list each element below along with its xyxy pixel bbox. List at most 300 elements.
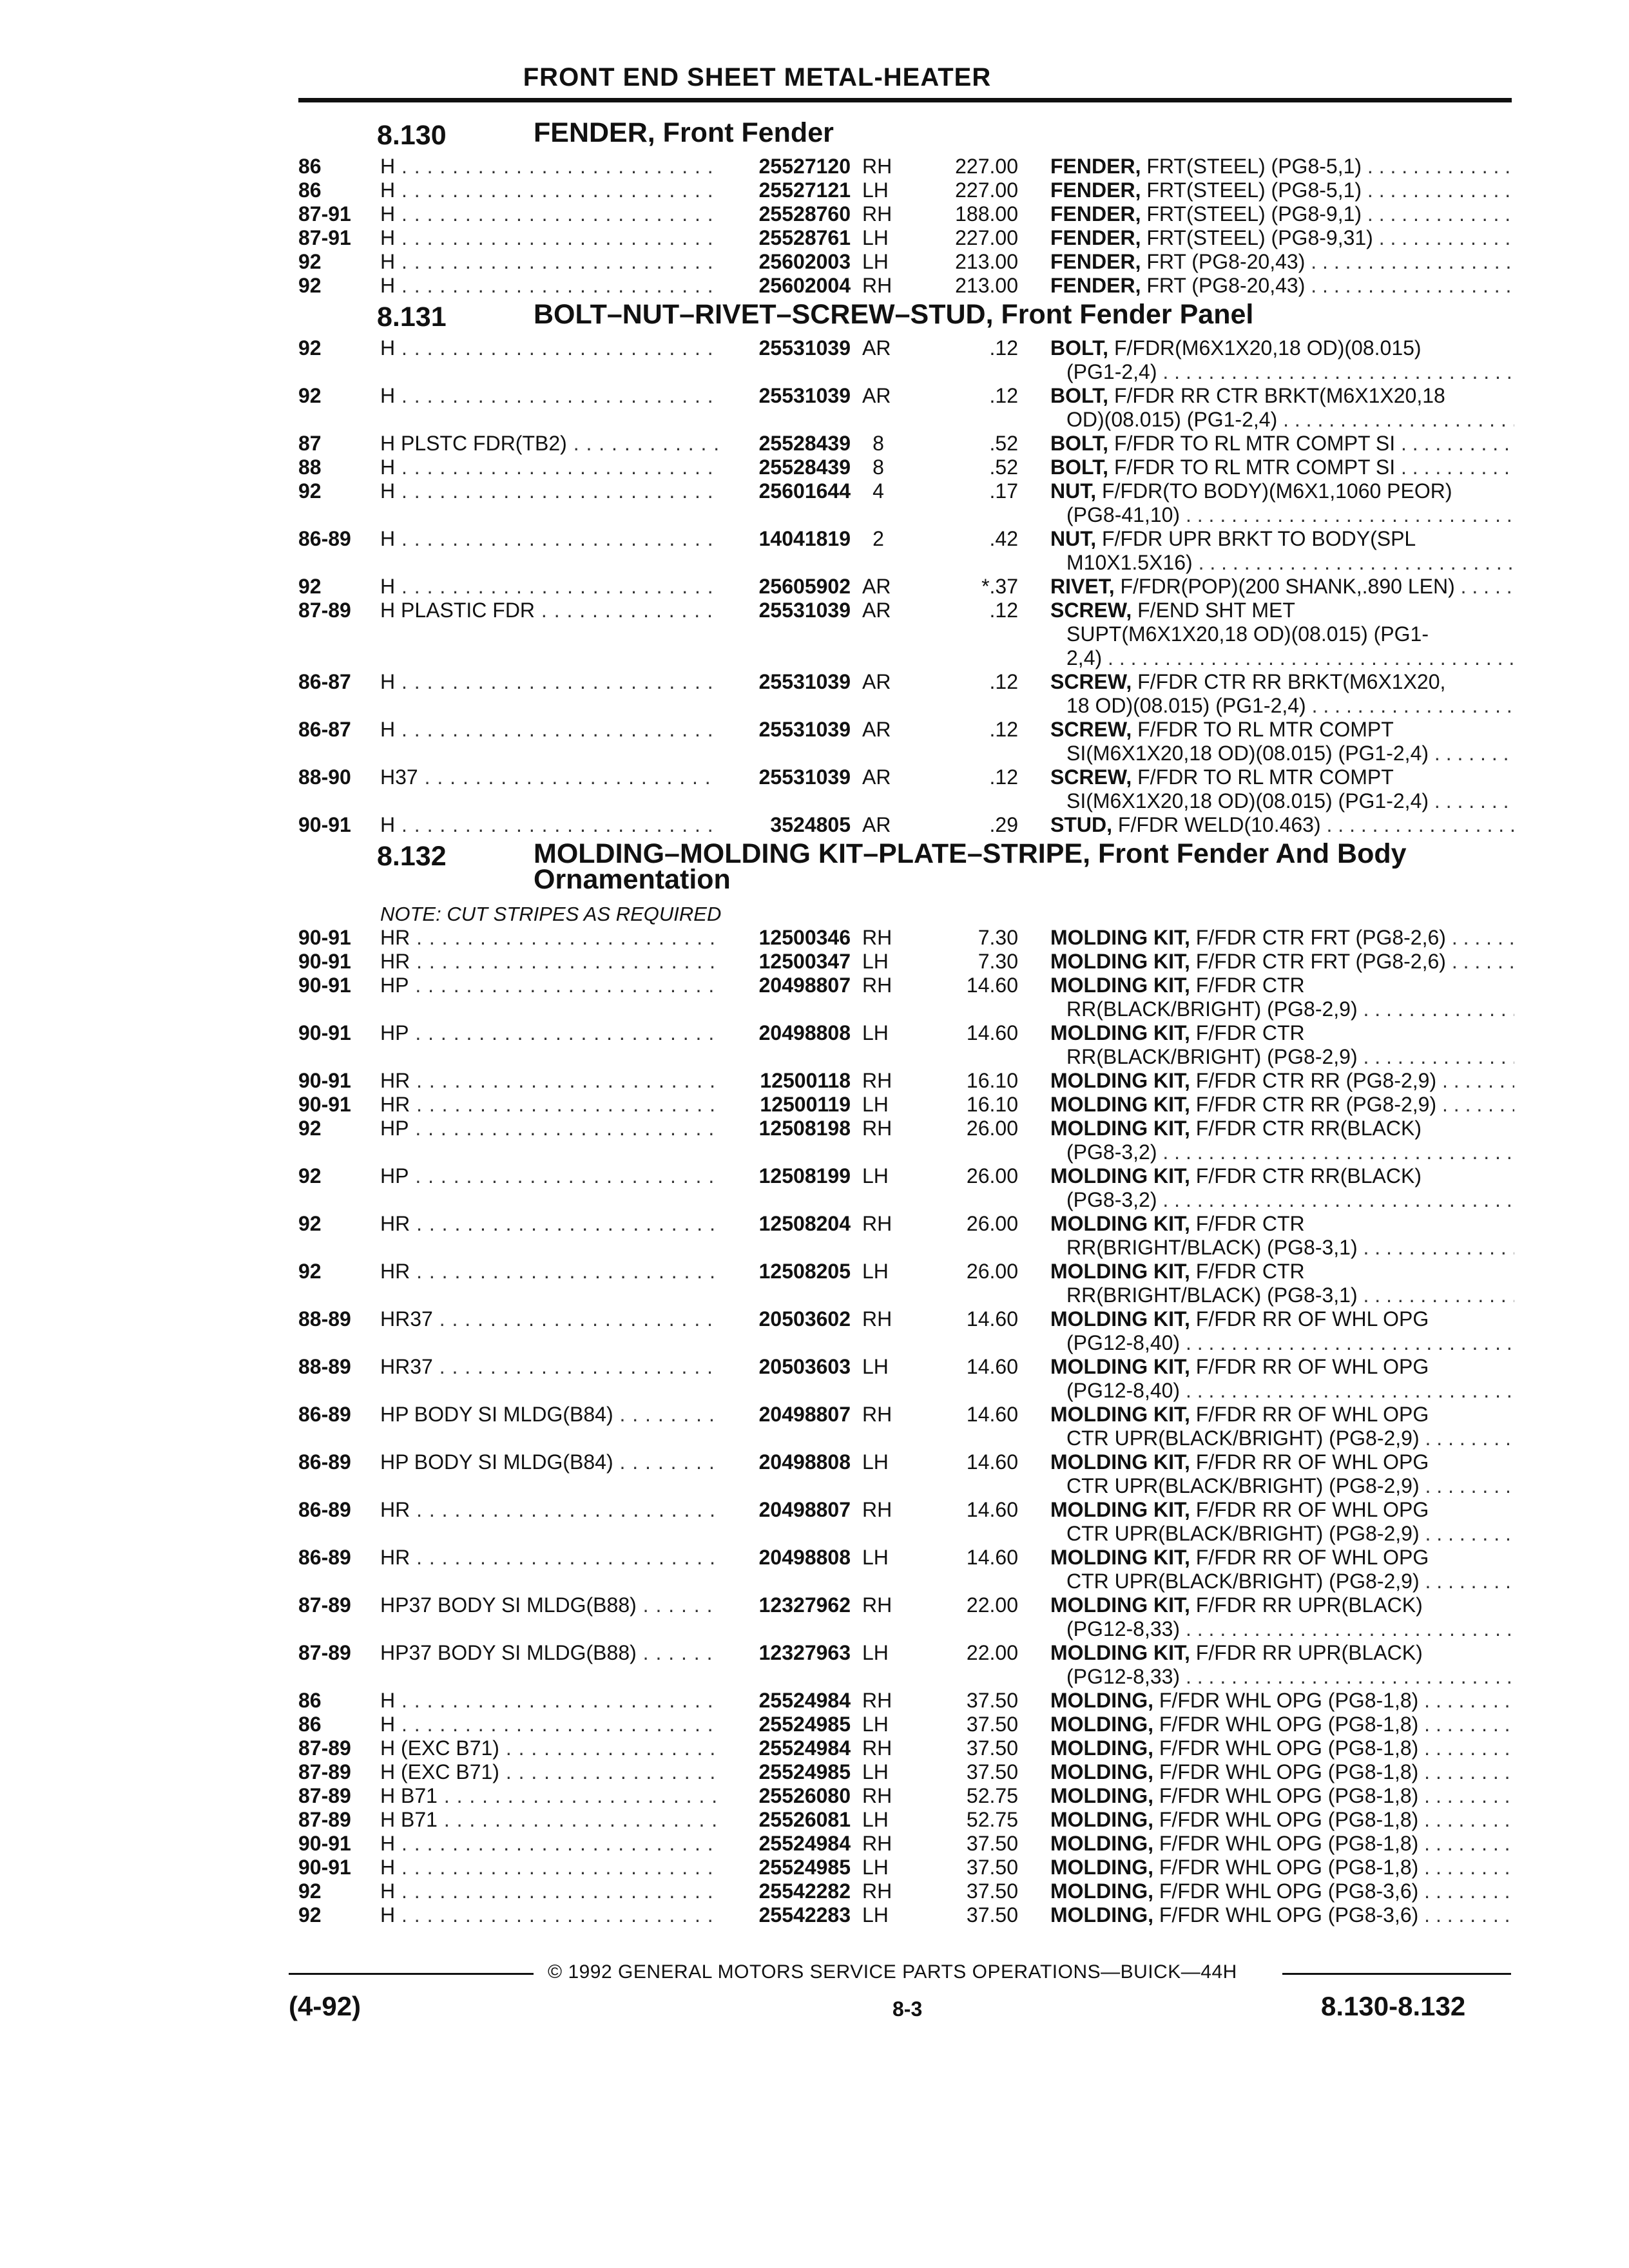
parts-row	[0, 1760, 1629, 1784]
description-continuation: RR(BLACK/BRIGHT) (PG8-2,9) . . .	[1050, 1045, 1514, 1069]
description-line	[1050, 274, 1514, 298]
model-code: H . . .	[380, 384, 718, 408]
model-year: 92	[298, 1903, 322, 1927]
part-number: 25528760	[758, 202, 851, 226]
quantity: LH	[862, 1856, 889, 1879]
part-number: 25601644	[758, 479, 851, 503]
model-code: HR . . .	[380, 1546, 718, 1570]
description-text: F/FDR RR OF WHL OPG	[1195, 1546, 1429, 1569]
description-text: F/FDR WHL OPG (PG8-1,8)	[1159, 1808, 1419, 1831]
description-keyword: MOLDING KIT,	[1050, 1260, 1190, 1283]
section-title	[534, 299, 1254, 330]
description-text: F/FDR RR UPR(BLACK)	[1195, 1641, 1423, 1664]
description-keyword: MOLDING KIT,	[1050, 1117, 1190, 1140]
description-keyword: MOLDING KIT,	[1050, 1307, 1190, 1331]
model-code: HR37 . . .	[380, 1307, 718, 1331]
list-price: .12	[989, 670, 1018, 693]
quantity: AR	[862, 336, 891, 360]
description-text: F/FDR WHL OPG (PG8-1,8)	[1159, 1784, 1419, 1807]
description-line	[1050, 1260, 1514, 1283]
quantity: LH	[862, 1903, 889, 1927]
model-year: 86-89	[298, 1546, 351, 1569]
list-price: 14.60	[966, 1355, 1018, 1378]
description-line	[1050, 1856, 1514, 1879]
description-text: F/FDR CTR	[1195, 1212, 1305, 1235]
description-line	[1050, 1117, 1514, 1140]
model-year: 92	[298, 274, 322, 297]
model-year: 92	[298, 1164, 322, 1187]
part-description	[1050, 599, 1514, 670]
description-keyword: MOLDING KIT,	[1050, 1641, 1190, 1664]
parts-row	[0, 456, 1629, 479]
description-line	[1050, 1450, 1514, 1474]
model-code: HP37 BODY SI MLDG(B88) . . .	[380, 1641, 718, 1665]
description-line	[1050, 527, 1514, 551]
quantity: RH	[862, 202, 892, 226]
description-line	[1050, 226, 1514, 250]
part-description	[1050, 202, 1514, 226]
part-number: 25528761	[758, 226, 851, 249]
description-text: F/FDR(POP)(200 SHANK,.890 LEN)	[1120, 575, 1455, 598]
description-continuation: (PG1-2,4) . . .	[1050, 360, 1514, 384]
model-year: 86	[298, 1713, 322, 1736]
description-keyword: FENDER,	[1050, 155, 1141, 178]
description-continuation: CTR UPR(BLACK/BRIGHT) (PG8-2,9) . . .	[1050, 1427, 1514, 1450]
parts-row	[0, 1403, 1629, 1450]
part-description	[1050, 926, 1514, 950]
list-price: 14.60	[966, 1021, 1018, 1044]
model-code: HR37 . . .	[380, 1355, 718, 1379]
quantity: RH	[862, 1689, 892, 1712]
model-code: HR . . .	[380, 926, 718, 950]
description-text: F/FDR CTR RR BRKT(M6X1X20,	[1137, 670, 1446, 693]
description-continuation: (PG8-3,2) . . .	[1050, 1188, 1514, 1212]
part-number: 3524805	[770, 813, 851, 836]
description-text: F/FDR CTR RR(BLACK)	[1195, 1164, 1422, 1187]
description-continuation: RR(BRIGHT/BLACK) (PG8-3,1) . . .	[1050, 1236, 1514, 1260]
list-price: .17	[989, 479, 1018, 503]
model-year: 88	[298, 456, 322, 479]
quantity: RH	[862, 1879, 892, 1903]
page-footer	[0, 1959, 1629, 2036]
list-price: 22.00	[966, 1641, 1018, 1664]
list-price: .42	[989, 527, 1018, 550]
page-number: 8-3	[892, 1997, 923, 2021]
quantity: LH	[862, 1260, 889, 1283]
part-number: 20498808	[758, 1021, 851, 1044]
list-price: 26.00	[966, 1212, 1018, 1235]
model-code: H . . .	[380, 1713, 718, 1736]
description-text: F/FDR CTR	[1195, 1021, 1305, 1044]
description-text: F/FDR WHL OPG (PG8-1,8)	[1159, 1736, 1419, 1760]
description-line	[1050, 1736, 1514, 1760]
list-price: .29	[989, 813, 1018, 836]
part-description	[1050, 974, 1514, 1021]
part-number: 20498807	[758, 974, 851, 997]
description-line	[1050, 1593, 1514, 1617]
model-code: H . . .	[380, 274, 718, 298]
parts-row	[0, 670, 1629, 718]
section-range: 8.130-8.132	[1321, 1991, 1466, 2021]
description-keyword: NUT,	[1050, 527, 1097, 550]
description-line	[1050, 1546, 1514, 1570]
quantity: LH	[862, 1164, 889, 1187]
part-number: 25526081	[758, 1808, 851, 1831]
parts-row	[0, 1355, 1629, 1403]
model-year: 92	[298, 336, 322, 360]
parts-row	[0, 1903, 1629, 1927]
description-text: F/FDR CTR	[1195, 974, 1305, 997]
model-year: 92	[298, 575, 322, 598]
description-continuation: RR(BRIGHT/BLACK) (PG8-3,1) . . .	[1050, 1283, 1514, 1307]
part-number: 12327962	[758, 1593, 851, 1617]
description-keyword: MOLDING,	[1050, 1689, 1153, 1712]
description-keyword: MOLDING,	[1050, 1760, 1153, 1783]
description-text: F/FDR TO RL MTR COMPT	[1137, 765, 1394, 789]
model-year: 86-89	[298, 1403, 351, 1426]
description-keyword: SCREW,	[1050, 765, 1132, 789]
description-line	[1050, 1832, 1514, 1856]
description-keyword: BOLT,	[1050, 456, 1109, 479]
description-text: F/FDR RR OF WHL OPG	[1195, 1450, 1429, 1474]
description-keyword: MOLDING KIT,	[1050, 926, 1190, 949]
description-line	[1050, 1713, 1514, 1736]
description-line	[1050, 1355, 1514, 1379]
note-text: NOTE: CUT STRIPES AS REQUIRED	[380, 903, 722, 925]
model-code: H . . .	[380, 479, 718, 503]
list-price: 37.50	[966, 1903, 1018, 1927]
parts-catalog	[0, 116, 1629, 1927]
quantity: LH	[862, 1093, 889, 1116]
part-number: 20498807	[758, 1498, 851, 1521]
description-text: F/FDR RR UPR(BLACK)	[1195, 1593, 1423, 1617]
description-line	[1050, 155, 1514, 178]
model-year: 90-91	[298, 1856, 351, 1879]
quantity: RH	[862, 1307, 892, 1331]
description-keyword: NUT,	[1050, 479, 1097, 503]
description-keyword: SCREW,	[1050, 599, 1132, 622]
description-keyword: MOLDING,	[1050, 1832, 1153, 1855]
list-price: 37.50	[966, 1689, 1018, 1712]
part-description	[1050, 1260, 1514, 1307]
description-line	[1050, 1689, 1514, 1713]
list-price: 26.00	[966, 1164, 1018, 1187]
description-continuation: (PG8-3,2) . . .	[1050, 1140, 1514, 1164]
description-line	[1050, 1021, 1514, 1045]
section-heading	[0, 116, 1629, 155]
part-description	[1050, 1117, 1514, 1164]
footer-rule-right	[1282, 1973, 1511, 1975]
section-number: 8.130	[377, 120, 447, 151]
parts-row	[0, 1021, 1629, 1069]
parts-row	[0, 1832, 1629, 1856]
part-description	[1050, 1856, 1514, 1879]
description-line	[1050, 1808, 1514, 1832]
parts-row	[0, 813, 1629, 837]
description-text: F/FDR TO RL MTR COMPT SI	[1113, 432, 1396, 455]
list-price: 188.00	[955, 202, 1018, 226]
model-year: 87-89	[298, 599, 351, 622]
model-year: 87-89	[298, 1593, 351, 1617]
part-number: 25542283	[758, 1903, 851, 1927]
list-price: 37.50	[966, 1713, 1018, 1736]
quantity: LH	[862, 1355, 889, 1378]
parts-row	[0, 155, 1629, 178]
model-code: H (EXC B71) . . .	[380, 1736, 718, 1760]
parts-row	[0, 1164, 1629, 1212]
quantity: RH	[862, 1593, 892, 1617]
model-code: H . . .	[380, 813, 718, 837]
model-code: HP . . .	[380, 974, 718, 997]
description-line	[1050, 1784, 1514, 1808]
description-line	[1050, 1212, 1514, 1236]
description-line	[1050, 1164, 1514, 1188]
parts-row	[0, 1212, 1629, 1260]
description-line	[1050, 432, 1514, 456]
list-price: .12	[989, 765, 1018, 789]
list-price: 16.10	[966, 1093, 1018, 1116]
part-description	[1050, 1713, 1514, 1736]
part-description	[1050, 1450, 1514, 1498]
description-line	[1050, 599, 1514, 622]
revision-date: (4-92)	[289, 1991, 361, 2021]
header-rule	[298, 98, 1512, 102]
quantity: RH	[862, 1212, 892, 1235]
description-keyword: SCREW,	[1050, 718, 1132, 741]
quantity: LH	[862, 950, 889, 973]
part-number: 25531039	[758, 336, 851, 360]
parts-row	[0, 274, 1629, 298]
part-description	[1050, 479, 1514, 527]
parts-row	[0, 1260, 1629, 1307]
part-number: 25602003	[758, 250, 851, 273]
description-text: F/FDR CTR RR (PG8-2,9)	[1195, 1093, 1437, 1116]
list-price: 52.75	[966, 1808, 1018, 1831]
list-price: 213.00	[955, 250, 1018, 273]
quantity: LH	[862, 250, 889, 273]
description-keyword: FENDER,	[1050, 274, 1141, 297]
list-price: 22.00	[966, 1593, 1018, 1617]
part-number: 25527121	[758, 178, 851, 202]
description-continuation: SI(M6X1X20,18 OD)(08.015) (PG1-2,4) . . .	[1050, 789, 1514, 813]
part-number: 12327963	[758, 1641, 851, 1664]
part-number: 25524985	[758, 1713, 851, 1736]
part-number: 25524985	[758, 1760, 851, 1783]
model-year: 92	[298, 384, 322, 407]
description-continuation: CTR UPR(BLACK/BRIGHT) (PG8-2,9) . . .	[1050, 1570, 1514, 1593]
page-title: FRONT END SHEET METAL-HEATER	[523, 63, 992, 91]
model-year: 88-89	[298, 1307, 351, 1331]
description-text: F/FDR RR OF WHL OPG	[1195, 1403, 1429, 1426]
description-text: F/FDR TO RL MTR COMPT	[1137, 718, 1394, 741]
parts-row	[0, 1093, 1629, 1117]
model-year: 90-91	[298, 926, 351, 949]
model-code: H . . .	[380, 527, 718, 551]
description-keyword: STUD,	[1050, 813, 1112, 836]
list-price: 14.60	[966, 1403, 1018, 1426]
quantity: RH	[862, 274, 892, 297]
model-code: H (EXC B71) . . .	[380, 1760, 718, 1784]
list-price: 26.00	[966, 1260, 1018, 1283]
description-line	[1050, 1307, 1514, 1331]
part-description	[1050, 274, 1514, 298]
model-year: 92	[298, 1879, 322, 1903]
part-description	[1050, 1355, 1514, 1403]
model-code: H . . .	[380, 1689, 718, 1713]
part-description	[1050, 1546, 1514, 1593]
part-description	[1050, 1498, 1514, 1546]
description-line	[1050, 974, 1514, 997]
description-text: F/FDR WHL OPG (PG8-1,8)	[1159, 1856, 1419, 1879]
description-line	[1050, 1403, 1514, 1427]
quantity: RH	[862, 1069, 892, 1092]
list-price: 227.00	[955, 178, 1018, 202]
part-number: 25531039	[758, 384, 851, 407]
description-keyword: FENDER,	[1050, 226, 1141, 249]
model-year: 87-89	[298, 1641, 351, 1664]
part-number: 25531039	[758, 670, 851, 693]
description-line	[1050, 1093, 1514, 1117]
quantity: RH	[862, 155, 892, 178]
model-code: HP . . .	[380, 1117, 718, 1140]
parts-row	[0, 250, 1629, 274]
description-line	[1050, 1498, 1514, 1522]
parts-row	[0, 765, 1629, 813]
description-keyword: MOLDING KIT,	[1050, 1093, 1190, 1116]
model-code: HP BODY SI MLDG(B84) . . .	[380, 1403, 718, 1427]
description-text: FRT(STEEL) (PG8-5,1)	[1146, 155, 1362, 178]
description-text: F/FDR WHL OPG (PG8-3,6)	[1159, 1903, 1419, 1927]
parts-row	[0, 599, 1629, 670]
part-description	[1050, 1736, 1514, 1760]
part-description	[1050, 1879, 1514, 1903]
description-line	[1050, 336, 1514, 360]
model-code: H . . .	[380, 718, 718, 742]
model-code: H . . .	[380, 456, 718, 479]
description-keyword: MOLDING KIT,	[1050, 1450, 1190, 1474]
part-description	[1050, 432, 1514, 456]
description-continuation: SUPT(M6X1X20,18 OD)(08.015) (PG1-	[1066, 622, 1429, 646]
model-year: 87-89	[298, 1784, 351, 1807]
description-keyword: MOLDING,	[1050, 1808, 1153, 1831]
part-number: 25528439	[758, 456, 851, 479]
copyright-text: © 1992 GENERAL MOTORS SERVICE PARTS OPERATIONS—BUICK—44H	[548, 1961, 1237, 1983]
description-keyword: MOLDING KIT,	[1050, 1069, 1190, 1092]
description-text: F/FDR WHL OPG (PG8-3,6)	[1159, 1879, 1419, 1903]
parts-row	[0, 178, 1629, 202]
part-description	[1050, 336, 1514, 384]
description-continuation: (PG8-41,10) . . .	[1050, 503, 1514, 527]
description-keyword: MOLDING,	[1050, 1903, 1153, 1927]
quantity: RH	[862, 926, 892, 949]
description-continuation: CTR UPR(BLACK/BRIGHT) (PG8-2,9) . . .	[1050, 1522, 1514, 1546]
quantity: LH	[862, 1808, 889, 1831]
list-price: 14.60	[966, 974, 1018, 997]
description-text: FRT(STEEL) (PG8-9,31)	[1146, 226, 1373, 249]
list-price: 14.60	[966, 1498, 1018, 1521]
model-code: H B71 . . .	[380, 1784, 718, 1808]
list-price: .12	[989, 384, 1018, 407]
model-code: HP37 BODY SI MLDG(B88) . . .	[380, 1593, 718, 1617]
list-price: .12	[989, 336, 1018, 360]
description-continuation: OD)(08.015) (PG1-2,4) . . .	[1050, 408, 1514, 432]
part-description	[1050, 1403, 1514, 1450]
list-price: .12	[989, 599, 1018, 622]
parts-row	[0, 1117, 1629, 1164]
model-code: HR . . .	[380, 950, 718, 974]
list-price: .12	[989, 718, 1018, 741]
parts-row	[0, 1498, 1629, 1546]
description-line	[1050, 670, 1514, 694]
parts-row	[0, 950, 1629, 974]
description-continuation: (PG12-8,40) . . .	[1050, 1379, 1514, 1403]
description-keyword: MOLDING KIT,	[1050, 1355, 1190, 1378]
part-description	[1050, 1164, 1514, 1212]
description-continuation: RR(BLACK/BRIGHT) (PG8-2,9) . . .	[1050, 997, 1514, 1021]
section-heading	[0, 298, 1629, 336]
quantity: 4	[872, 479, 884, 503]
description-text: F/FDR WHL OPG (PG8-1,8)	[1159, 1832, 1419, 1855]
quantity: AR	[862, 765, 891, 789]
description-keyword: MOLDING,	[1050, 1856, 1153, 1879]
part-number: 12508205	[758, 1260, 851, 1283]
description-text: F/FDR CTR RR(BLACK)	[1195, 1117, 1422, 1140]
part-number: 25531039	[758, 718, 851, 741]
description-keyword: MOLDING,	[1050, 1713, 1153, 1736]
model-code: H . . .	[380, 202, 718, 226]
part-number: 20503603	[758, 1355, 851, 1378]
list-price: 37.50	[966, 1832, 1018, 1855]
model-year: 90-91	[298, 950, 351, 973]
part-number: 12500119	[760, 1093, 851, 1116]
description-text: F/FDR WHL OPG (PG8-1,8)	[1159, 1713, 1419, 1736]
description-line	[1050, 384, 1514, 408]
model-year: 90-91	[298, 1069, 351, 1092]
description-text: F/FDR CTR FRT (PG8-2,6)	[1195, 950, 1446, 973]
list-price: 227.00	[955, 155, 1018, 178]
quantity: RH	[862, 1498, 892, 1521]
description-text: F/FDR RR CTR BRKT(M6X1X20,18	[1113, 384, 1445, 407]
description-text: FRT(STEEL) (PG8-9,1)	[1146, 202, 1362, 226]
description-keyword: MOLDING,	[1050, 1784, 1153, 1807]
parts-row	[0, 527, 1629, 575]
description-text: F/FDR RR OF WHL OPG	[1195, 1498, 1429, 1521]
description-keyword: BOLT,	[1050, 336, 1109, 360]
description-text: F/FDR WELD(10.463)	[1117, 813, 1321, 836]
parts-row	[0, 336, 1629, 384]
part-description	[1050, 1093, 1514, 1117]
model-year: 86-89	[298, 1498, 351, 1521]
part-description	[1050, 178, 1514, 202]
description-keyword: RIVET,	[1050, 575, 1115, 598]
description-line	[1050, 575, 1514, 599]
part-description	[1050, 1212, 1514, 1260]
description-line	[1050, 1879, 1514, 1903]
model-code: HP . . .	[380, 1021, 718, 1045]
part-description	[1050, 1760, 1514, 1784]
model-year: 87	[298, 432, 322, 455]
description-text: F/FDR WHL OPG (PG8-1,8)	[1159, 1760, 1419, 1783]
section-title-line: FENDER, Front Fender	[534, 117, 834, 148]
model-year: 90-91	[298, 1093, 351, 1116]
section-heading	[0, 837, 1629, 901]
part-number: 25531039	[758, 765, 851, 789]
quantity: RH	[862, 1784, 892, 1807]
parts-row	[0, 384, 1629, 432]
quantity: RH	[862, 1736, 892, 1760]
quantity: RH	[862, 974, 892, 997]
description-text: F/FDR RR OF WHL OPG	[1195, 1355, 1429, 1378]
